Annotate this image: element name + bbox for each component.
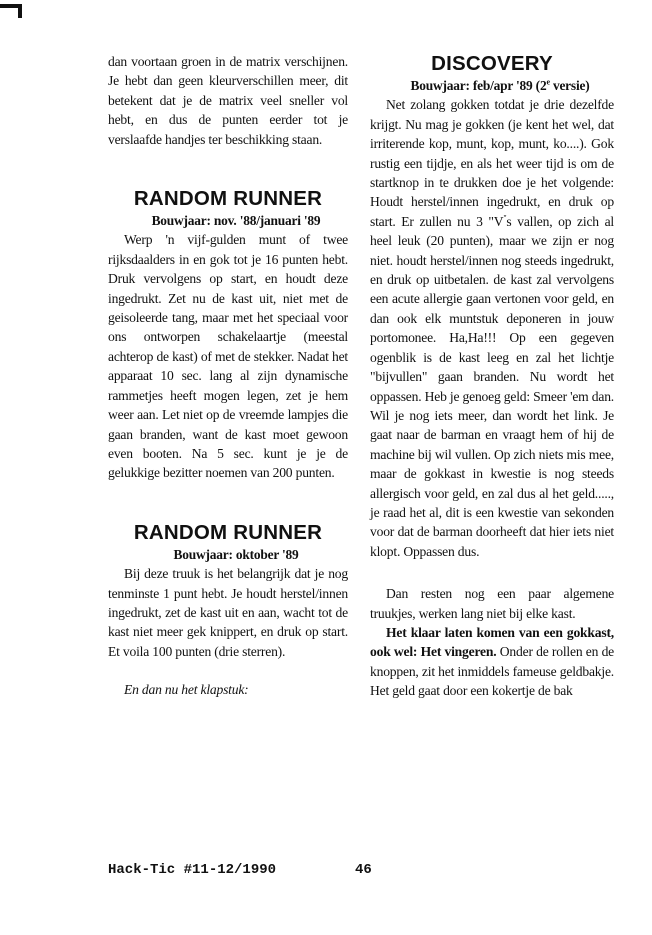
general-tricks-paragraph: Dan resten nog een paar algemene truukjes, werken lang niet bij elke kast. (370, 586, 614, 621)
closing-italic-line: En dan nu het klapstuk: (124, 682, 249, 698)
discovery-buildyear: Bouwjaar: feb/apr '89 (2e versie) (410, 77, 590, 93)
random-runner-buildyear-2: Bouwjaar: oktober '89 (173, 546, 299, 562)
left-column (108, 52, 348, 700)
footer-publication: Hack-Tic #11-12/1990 (108, 862, 277, 878)
footer-page-number: 46 (355, 862, 372, 878)
random-runner-heading-1: RANDOM RUNNER (133, 187, 323, 211)
discovery-paragraph-1: Net zolang gokken totdat je drie dezelfde krijgt. Nu mag je gokken (je kent het wel, dat irriterende kop, munt, kop, munt, ko....). Gok rustig een tijdje, en als het weer tijd is om de startknop in te drukken doe je het volgende: Houdt herstel/innen ingedrukt, en druk op start. Er zullen nu 3 "V"s vallen, op zich al heel leuk (20 punten), maar we zijn er nog niet. houdt herstel/innen nog steeds ingedrukt, en druk op uitbetalen. de kast zal vervolgens een acute allergie gaan vertonen voor geld, en dan ook elk muntstuk deponeren in jouw portomonee. Ha,Ha!!! Op een gegeven ogenblik is de kast leeg en zal het lichtje "bijvullen" gaan branden. Nu wordt het oppassen. Heb je genoeg geld: Smeer 'em dan. Wil je nog iets meer, dan wordt het link. Je gaat naar de barman en vraagt hem of hij de machine bij wil vullen. Op zich niets mis mee, maar de gokkast in kwestie is nog steeds allergisch voor geld, en zal dus al het geld....., je raad het al, dit is een kwestie van sekonden voor dat de barman doorheeft dat hier iets niet klopt. Oppassen dus. (370, 97, 614, 559)
random-runner-paragraph-1: Werp 'n vijf-gulden munt of twee rijksdaalders in en gok tot je 16 punten hebt. Druk vervolgens op start, en houdt deze ingedrukt. Zet nu de kast uit, niet met de geisoleerde tang, maar met het speciaal voor ons ontworpen schakelaartje (meestal achterop de kast) of met de stekker. Nadat het apparaat 10 sec. lang al zijn dynamische rammetjes heeft mogen legen, zet je hem weer aan. Let niet op de vreemde lampjes die gaan branden, want de kast moet gewoon even booten. Na 5 sec. kunt je je de gelukkige bezitter noemen van 200 punten. (108, 232, 348, 481)
random-runner-buildyear-1: Bouwjaar: nov. '88/januari '89 (151, 213, 321, 229)
random-runner-heading-2: RANDOM RUNNER (133, 520, 323, 544)
random-runner-paragraph-2: Bij deze truuk is het belangrijk dat je nog tenminste 1 punt hebt. Je houdt herstel/innen ingedrukt, zet de kast uit en aan, wacht tot de kast niet meer gek knippert, en druk op start. Et voila 100 punten (drie sterren). (108, 566, 348, 659)
vingeren-paragraph: Het klaar laten komen van een gokkast, ook wel: Het vingeren. Onder de rollen en de knoppen, zit het inmiddels fameuse geldbakje. Het geld gaat door een kokertje de bak (370, 624, 614, 699)
left-intro-paragraph: dan voortaan groen in de matrix verschijnen. Je hebt dan geen kleurverschillen meer, dit betekent dat je de matrix veel sneller vol hebt, en dus de punten eerder tot je verslaafde handjes ter beschikking staan. (108, 54, 348, 147)
discovery-heading: DISCOVERY (431, 52, 553, 75)
corner-crop-mark (0, 4, 22, 8)
right-column (370, 52, 614, 701)
